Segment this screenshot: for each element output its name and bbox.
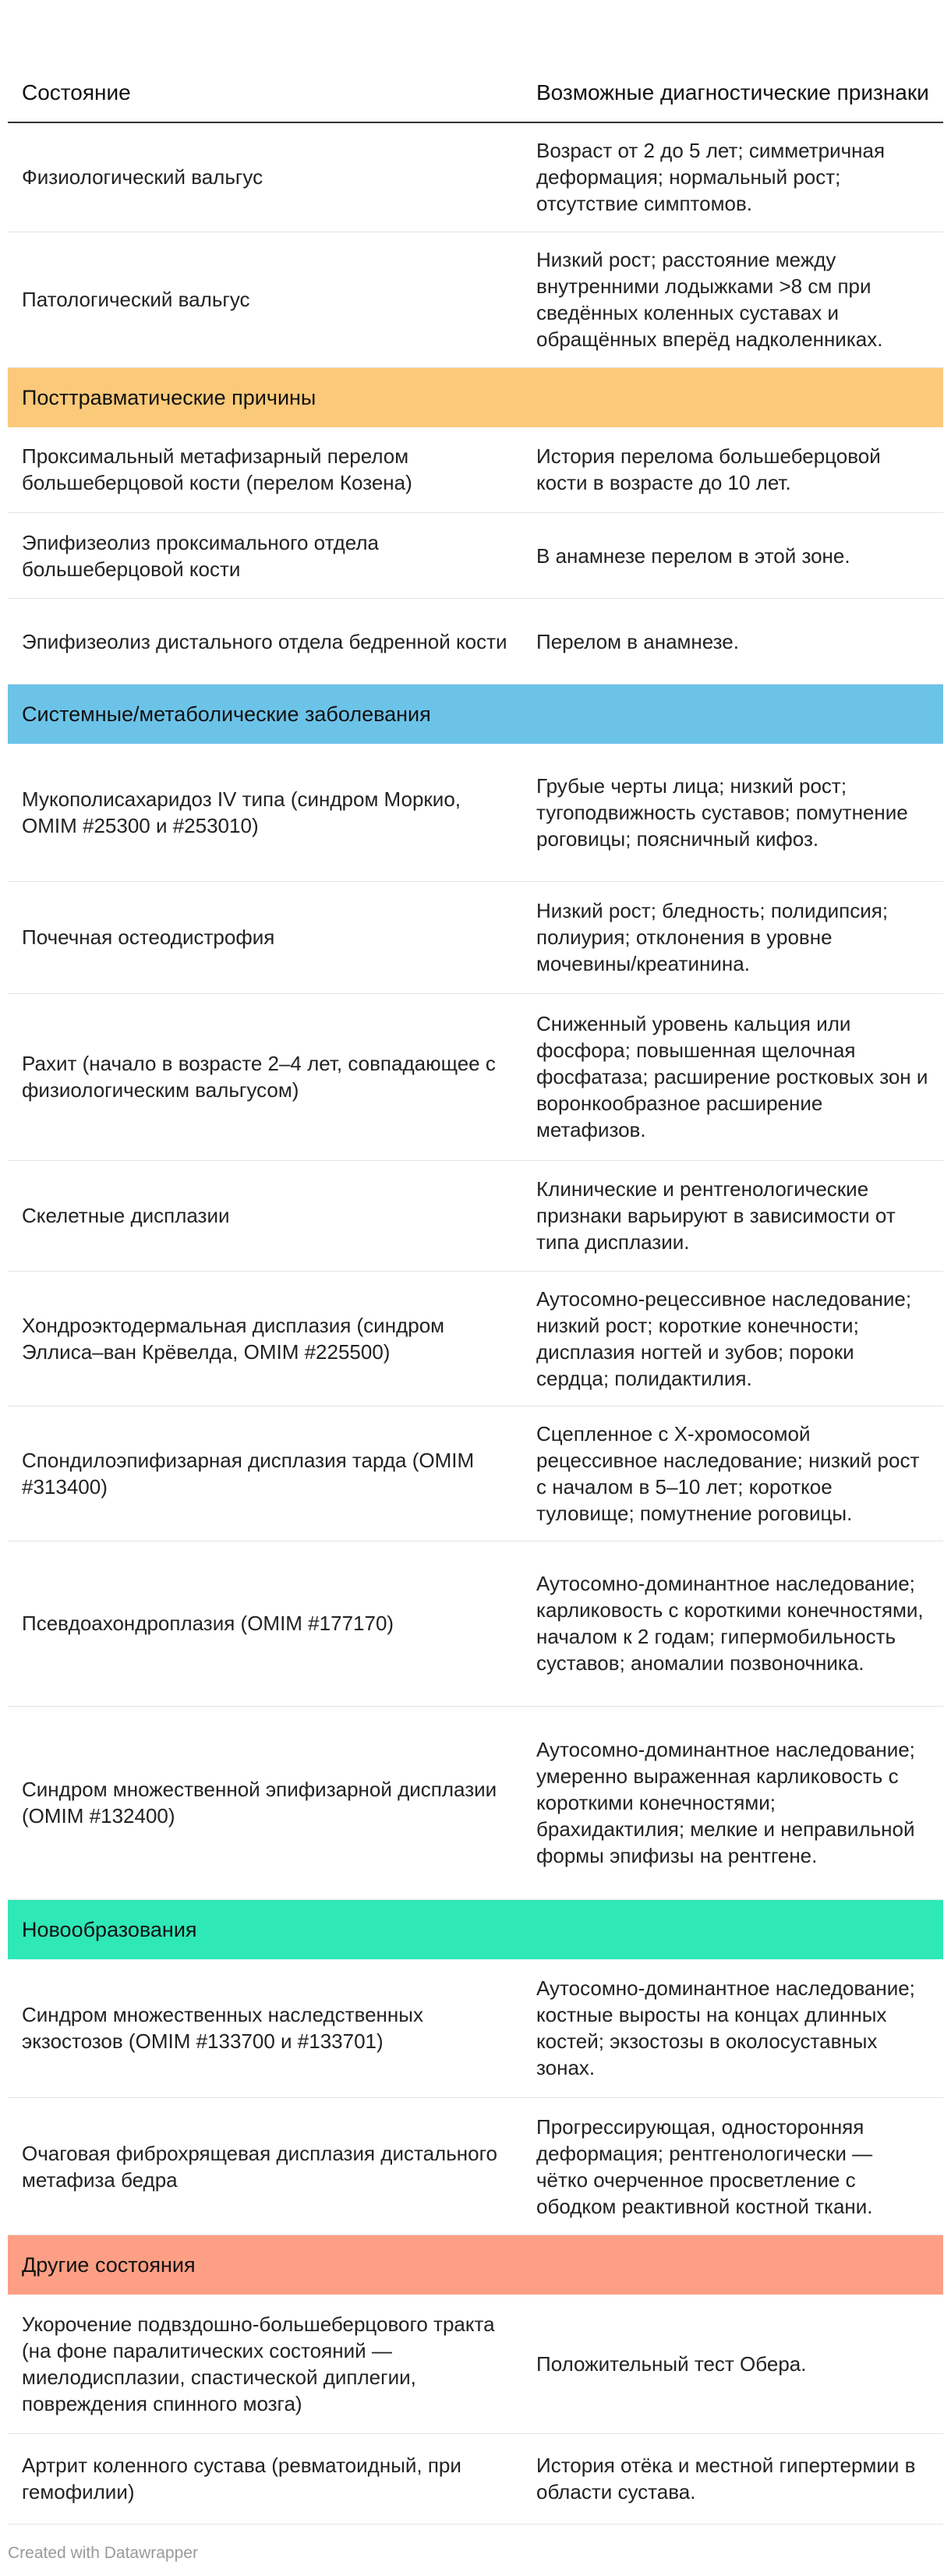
signs-cell: Аутосомно-доминантное наследование; костные выросты на концах длинных костей; экзостозы в околосуставных зонах. — [522, 1959, 943, 2098]
signs-cell: Клинические и рентгенологические признаки варьируют в зависимости от типа дисплазии. — [522, 1160, 943, 1271]
table-row — [8, 599, 943, 685]
condition-cell: Рахит (начало в возрасте 2–4 лет, совпадающее с физиологическим вальгусом) — [8, 993, 522, 1160]
signs-cell: Аутосомно-рецессивное наследование; низкий рост; короткие конечности; дисплазия ногтей и зубов; пороки сердца; полидактилия. — [522, 1271, 943, 1406]
condition-cell: Проксимальный метафизарный перелом большеберцовой кости (перелом Козена) — [8, 427, 522, 513]
signs-cell: Низкий рост; расстояние между внутренними лодыжками >8 см при сведённых коленных суставах и обращённых вперёд надколенниках. — [522, 232, 943, 367]
signs-cell: Прогрессирующая, односторонняя деформация; рентгенологически — чётко очерченное просветление с ободком реактивной костной ткани. — [522, 2098, 943, 2235]
column-header-signs: Возможные диагностические признаки — [522, 0, 943, 122]
table-row — [8, 122, 943, 232]
signs-cell: Сцепленное с X-хромосомой рецессивное наследование; низкий рост с началом в 5–10 лет; короткое туловище; помутнение роговицы. — [522, 1406, 943, 1541]
table-row — [8, 1160, 943, 1271]
signs-cell: Грубые черты лица; низкий рост; тугоподвижность суставов; помутнение роговицы; поясничный кифоз. — [522, 744, 943, 881]
table-row — [8, 881, 943, 993]
condition-cell: Хондроэктодермальная дисплазия (синдром Эллиса–ван Крёвелда, OMIM #225500) — [8, 1271, 522, 1406]
table-body — [8, 122, 943, 2524]
condition-cell: Спондилоэпифизарная дисплазия тарда (OMIM #313400) — [8, 1406, 522, 1541]
table-row — [8, 427, 943, 513]
footer-credit: Created with Datawrapper — [8, 2544, 198, 2562]
condition-cell: Физиологический вальгус — [8, 122, 522, 232]
condition-cell: Очаговая фиброхрящевая дисплазия дистального метафиза бедра — [8, 2098, 522, 2235]
condition-cell: Эпифизеолиз дистального отдела бедренной кости — [8, 599, 522, 685]
section-title: Новообразования — [8, 1899, 943, 1959]
signs-cell: Возраст от 2 до 5 лет; симметричная деформация; нормальный рост; отсутствие симптомов. — [522, 122, 943, 232]
table-row — [8, 1271, 943, 1406]
signs-cell: История перелома большеберцовой кости в возрасте до 10 лет. — [522, 427, 943, 513]
table-row — [8, 1406, 943, 1541]
signs-cell: Перелом в анамнезе. — [522, 599, 943, 685]
section-row — [8, 367, 943, 427]
condition-cell: Скелетные дисплазии — [8, 1160, 522, 1271]
table-row — [8, 744, 943, 881]
table-row — [8, 1706, 943, 1899]
table-row — [8, 993, 943, 1160]
table-row — [8, 1541, 943, 1706]
condition-cell: Укорочение подвздошно-большеберцового тракта (на фоне паралитических состояний — миелодисплазии, спастической диплегии, повреждения спинного мозга) — [8, 2295, 522, 2433]
condition-cell: Почечная остеодистрофия — [8, 881, 522, 993]
condition-cell: Мукополисахаридоз IV типа (синдром Моркио, OMIM #25300 и #253010) — [8, 744, 522, 881]
section-title: Другие состояния — [8, 2235, 943, 2295]
condition-cell: Эпифизеолиз проксимального отдела большеберцовой кости — [8, 513, 522, 599]
signs-cell: История отёка и местной гипертермии в области сустава. — [522, 2433, 943, 2524]
table-row — [8, 232, 943, 367]
signs-cell: Сниженный уровень кальция или фосфора; повышенная щелочная фосфатаза; расширение ростковых зон и воронкообразное расширение метафизов. — [522, 993, 943, 1160]
section-row — [8, 685, 943, 745]
condition-cell: Псевдоахондроплазия (OMIM #177170) — [8, 1541, 522, 1706]
condition-cell: Синдром множественных наследственных экзостозов (OMIM #133700 и #133701) — [8, 1959, 522, 2098]
signs-cell: Аутосомно-доминантное наследование; карликовость с короткими конечностями, началом к 2 годам; гипермобильность суставов; аномалии позвоночника. — [522, 1541, 943, 1706]
table-row — [8, 1959, 943, 2098]
section-title: Системные/метаболические заболевания — [8, 685, 943, 745]
table-row — [8, 513, 943, 599]
condition-cell: Синдром множественной эпифизарной дисплазии (OMIM #132400) — [8, 1706, 522, 1899]
section-row — [8, 2235, 943, 2295]
table-header-row — [8, 0, 943, 122]
diagnosis-table — [8, 0, 943, 2525]
signs-cell: Положительный тест Обера. — [522, 2295, 943, 2433]
signs-cell: Низкий рост; бледность; полидипсия; полиурия; отклонения в уровне мочевины/креатинина. — [522, 881, 943, 993]
section-row — [8, 1899, 943, 1959]
table-row — [8, 2295, 943, 2433]
column-header-condition: Состояние — [8, 0, 522, 122]
section-title: Посттравматические причины — [8, 367, 943, 427]
condition-cell: Артрит коленного сустава (ревматоидный, при гемофилии) — [8, 2433, 522, 2524]
signs-cell: Аутосомно-доминантное наследование; умеренно выраженная карликовость с короткими конечностями; брахидактилия; мелкие и неправильной формы эпифизы на рентгене. — [522, 1706, 943, 1899]
signs-cell: В анамнезе перелом в этой зоне. — [522, 513, 943, 599]
table-row — [8, 2433, 943, 2524]
condition-cell: Патологический вальгус — [8, 232, 522, 367]
table-row — [8, 2098, 943, 2235]
